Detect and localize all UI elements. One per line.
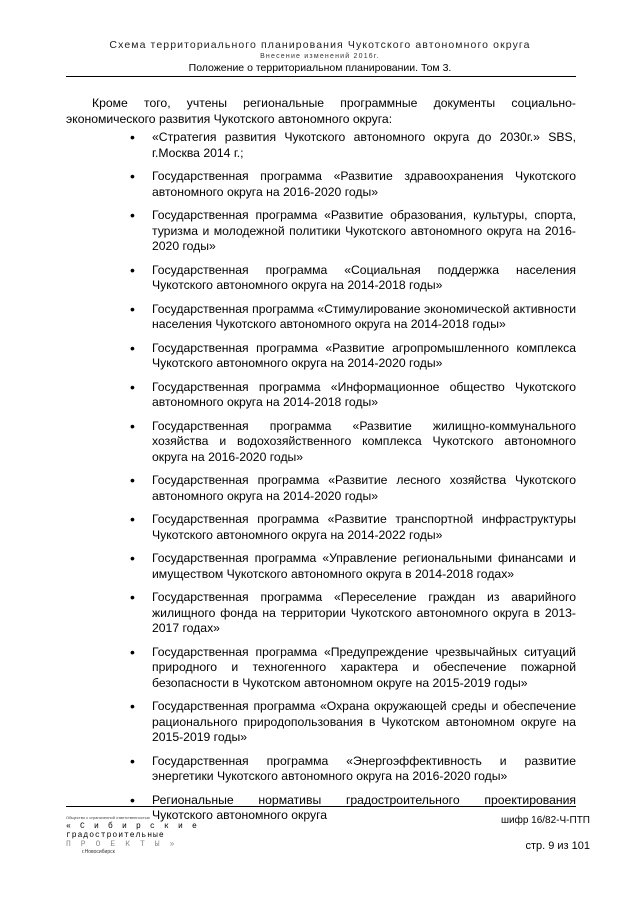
list-item: • «Стратегия развития Чукотского автономного округа до 2030г.» SBS, г.Москва 2014 г.; bbox=[130, 130, 576, 161]
logo-city: г.Новосибирск bbox=[82, 849, 115, 855]
list-item: • Государственная программа «Информационное общество Чукотского автономного округа на 2014-2018 годы» bbox=[130, 380, 576, 411]
list-item: • Государственная программа «Стимулирование экономической активности населения Чукотского автономного округа на 2014-2018 годы» bbox=[130, 302, 576, 333]
logo-line: П Р О Е К Т Ы » bbox=[66, 840, 178, 849]
list-item: • Государственная программа «Управление региональными финансами и имуществом Чукотского автономного округа в 2014-2018 годах» bbox=[130, 551, 576, 582]
document-title: Схема территориального планирования Чукотского автономного округа bbox=[109, 39, 531, 51]
logo-line: « С и б и р с к и е bbox=[66, 822, 200, 831]
program-list bbox=[130, 130, 576, 832]
page-number: стр. 9 из 101 bbox=[525, 840, 590, 852]
document-subtitle: Внесение изменений 2016г. bbox=[260, 53, 380, 60]
list-item: • Государственная программа «Развитие здравоохранения Чукотского автономного округа на 2016-2020 годы» bbox=[130, 169, 576, 200]
document-cipher: шифр 16/82-Ч-ПТП bbox=[500, 815, 590, 826]
list-item: • Государственная программа «Энергоэффективность и развитие энергетики Чукотского автономного округа на 2016-2020 годы» bbox=[130, 754, 576, 785]
document-volume: Положение о территориальном планировании. Том 3. bbox=[188, 62, 452, 74]
list-item: • Региональные нормативы градостроительного проектирования Чукотского автономного округа bbox=[130, 793, 576, 824]
list-item: • Государственная программа «Развитие лесного хозяйства Чукотского автономного округа на 2014-2020 годы» bbox=[130, 473, 576, 504]
list-item: • Государственная программа «Переселение граждан из аварийного жилищного фонда на территории Чукотского автономного округа в 2013-2017 годах» bbox=[130, 590, 576, 637]
list-item: • Государственная программа «Предупреждение чрезвычайных ситуаций природного и техногенного характера и обеспечение пожарной безопасности в Чукотском автономном округе на 2015-2019 годы» bbox=[130, 645, 576, 692]
header-divider bbox=[66, 76, 576, 77]
list-item: • Государственная программа «Социальная поддержка населения Чукотского автономного округа на 2014-2018 годы» bbox=[130, 263, 576, 294]
list-item: • Государственная программа «Развитие образования, культуры, спорта, туризма и молодежной политики Чукотского автономного округа на 2016-2020 годы» bbox=[130, 208, 576, 255]
list-item: • Государственная программа «Охрана окружающей среды и обеспечение рационального природопользования в Чукотском автономном округе на 2015-2019 годы» bbox=[130, 699, 576, 746]
logo-line: Общество с ограниченной ответственностью bbox=[66, 815, 150, 820]
logo-line: градостроительные bbox=[66, 831, 165, 840]
footer-divider bbox=[66, 806, 576, 807]
list-item: • Государственная программа «Развитие транспортной инфраструктуры Чукотского автономного округа на 2014-2022 годы» bbox=[130, 512, 576, 543]
list-item: • Государственная программа «Развитие агропромышленного комплекса Чукотского автономного округа на 2014-2020 годы» bbox=[130, 341, 576, 372]
company-logo bbox=[66, 815, 206, 855]
list-item: • Государственная программа «Развитие жилищно-коммунального хозяйства и водохозяйственного комплекса Чукотского автономного округа на 2016-2020 годы» bbox=[130, 419, 576, 466]
intro-paragraph: Кроме того, учтены региональные программные документы социально-экономического развития Чукотского автономного округа: bbox=[66, 96, 576, 126]
